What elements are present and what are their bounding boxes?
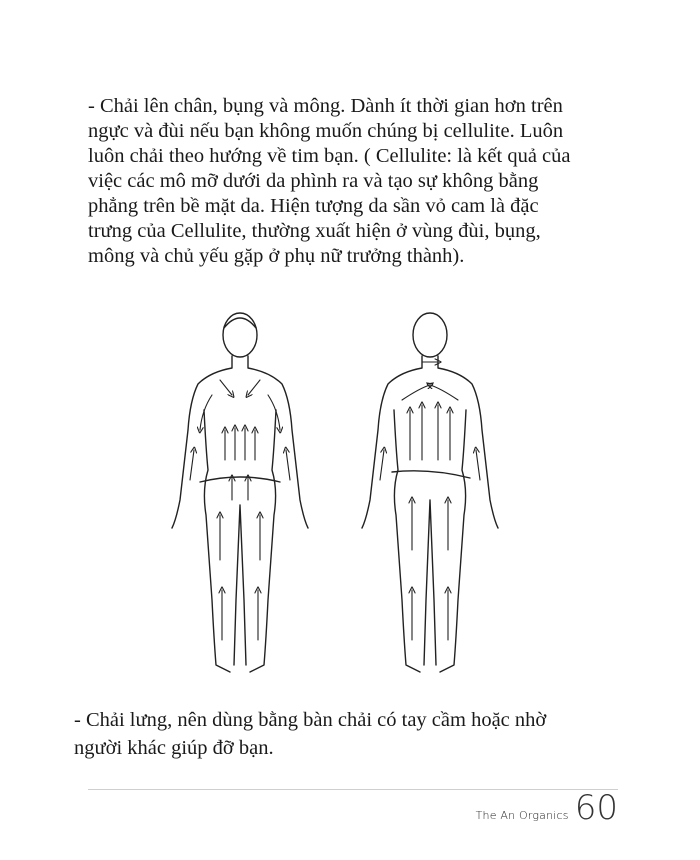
text-line: - Chải lên chân, bụng và mông. Dành ít thời gian hơn trên [88, 95, 563, 117]
page-footer [476, 790, 618, 826]
text-line: luôn chải theo hướng về tim bạn. ( Cellulite: là kết quả của [88, 145, 571, 167]
body-brushing-illustration [150, 300, 530, 690]
text-line: việc các mô mỡ dưới da phình ra và tạo sự không bằng [88, 170, 539, 192]
text-line: - Chải lưng, nên dùng bằng bàn chải có tay cầm hoặc nhờ [74, 709, 547, 731]
back-body-figure [362, 313, 498, 672]
page-number: 60 [574, 788, 618, 828]
paragraph-body-brushing [88, 94, 628, 269]
text-line: phẳng trên bề mặt da. Hiện tượng da sần vỏ cam là đặc [88, 195, 539, 217]
text-line: ngực và đùi nếu bạn không muốn chúng bị cellulite. Luôn [88, 120, 564, 142]
text-line: mông và chủ yếu gặp ở phụ nữ trưởng thành). [88, 245, 465, 267]
footer-brand: The An Organics [475, 809, 569, 822]
paragraph-back-brushing [74, 706, 634, 762]
text-line: người khác giúp đỡ bạn. [74, 737, 274, 759]
front-body-figure [172, 313, 308, 672]
text-line: trưng của Cellulite, thường xuất hiện ở vùng đùi, bụng, [88, 220, 541, 242]
